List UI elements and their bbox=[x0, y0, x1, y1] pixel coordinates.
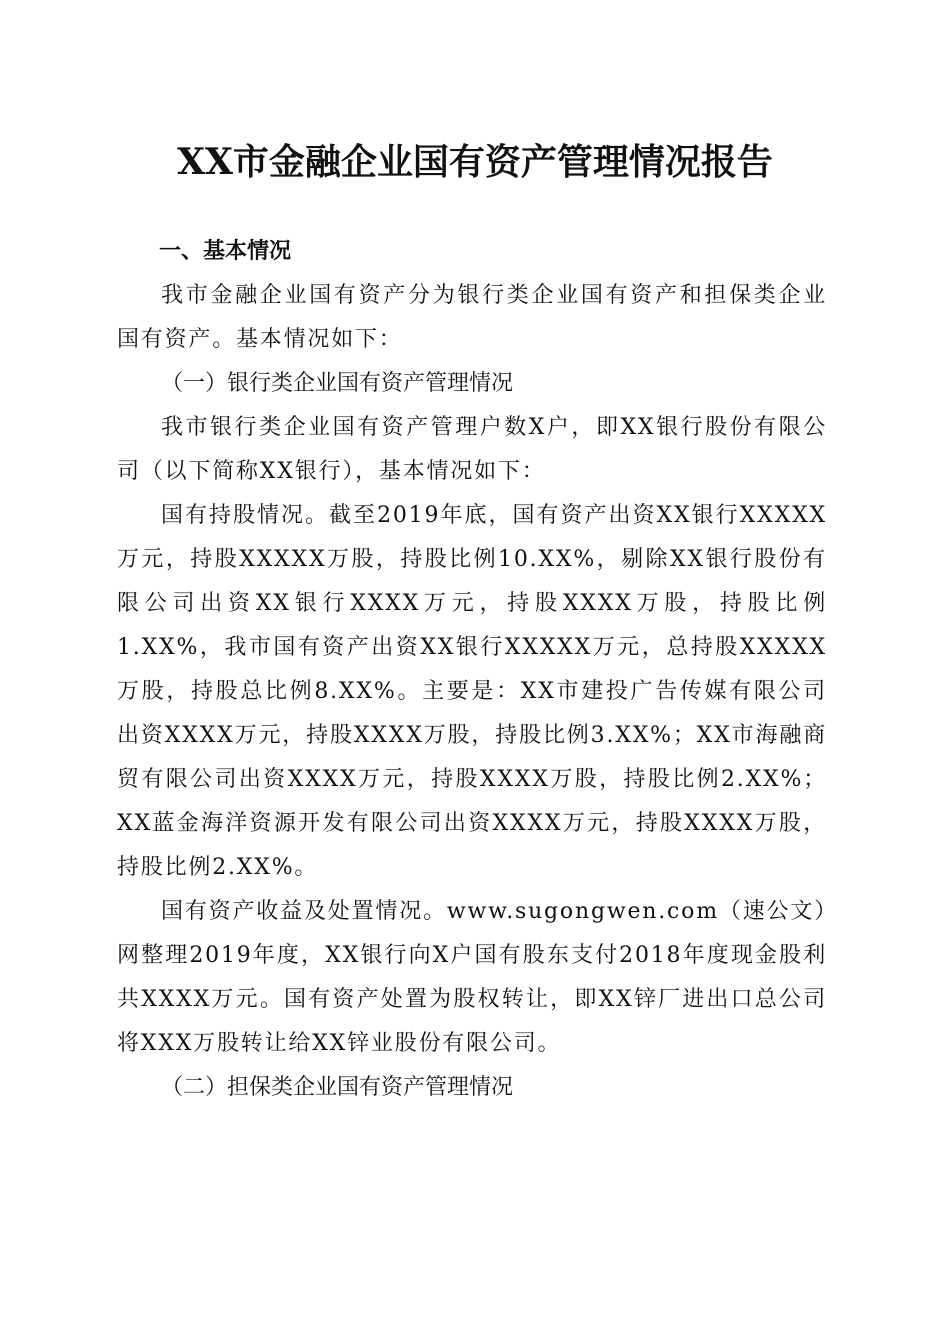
subsection-heading-bank: （一）银行类企业国有资产管理情况 bbox=[161, 371, 514, 396]
section-heading-basic-info: 一、基本情况 bbox=[159, 239, 292, 264]
intro-paragraph: 我市金融企业国有资产分为银行类企业国有资产和担保类企业国有资产。基本情况如下： bbox=[117, 283, 827, 352]
subsection-heading-guarantee: （二）担保类企业国有资产管理情况 bbox=[161, 1075, 514, 1100]
bank-paragraph-income-disposal: 国有资产收益及处置情况。www.sugongwen.com（速公文）网整理2019年度，XX银行向X户国有股东支付2018年度现金股利共XXXX万元。国有资产处置为股权转让，即XX锌厂进出口总公司将XXX万股转让给XX锌业股份有限公司。 bbox=[117, 899, 827, 1056]
document-body bbox=[117, 230, 827, 1110]
document-title: XX市金融企业国有资产管理情况报告 bbox=[177, 141, 773, 183]
bank-paragraph-households: 我市银行类企业国有资产管理户数X户，即XX银行股份有限公司（以下简称XX银行），基本情况如下： bbox=[117, 415, 827, 484]
bank-paragraph-shareholding: 国有持股情况。截至2019年底，国有资产出资XX银行XXXXX万元，持股XXXXX万股，持股比例10.XX%，剔除XX银行股份有限公司出资XX银行XXXX万元，持股XXXX万股，持股比例1.XX%，我市国有资产出资XX银行XXXXX万元，总持股XXXXX万股，持股总比例8.XX%。主要是：XX市建投广告传媒有限公司出资XXXX万元，持股XXXX万股，持股比例3.XX%；XX市海融商贸有限公司出资XXXX万元，持股XXXX万股，持股比例2.XX%；XX蓝金海洋资源开发有限公司出资XXXX万元，持股XXXX万股，持股比例2.XX%。 bbox=[117, 503, 827, 880]
